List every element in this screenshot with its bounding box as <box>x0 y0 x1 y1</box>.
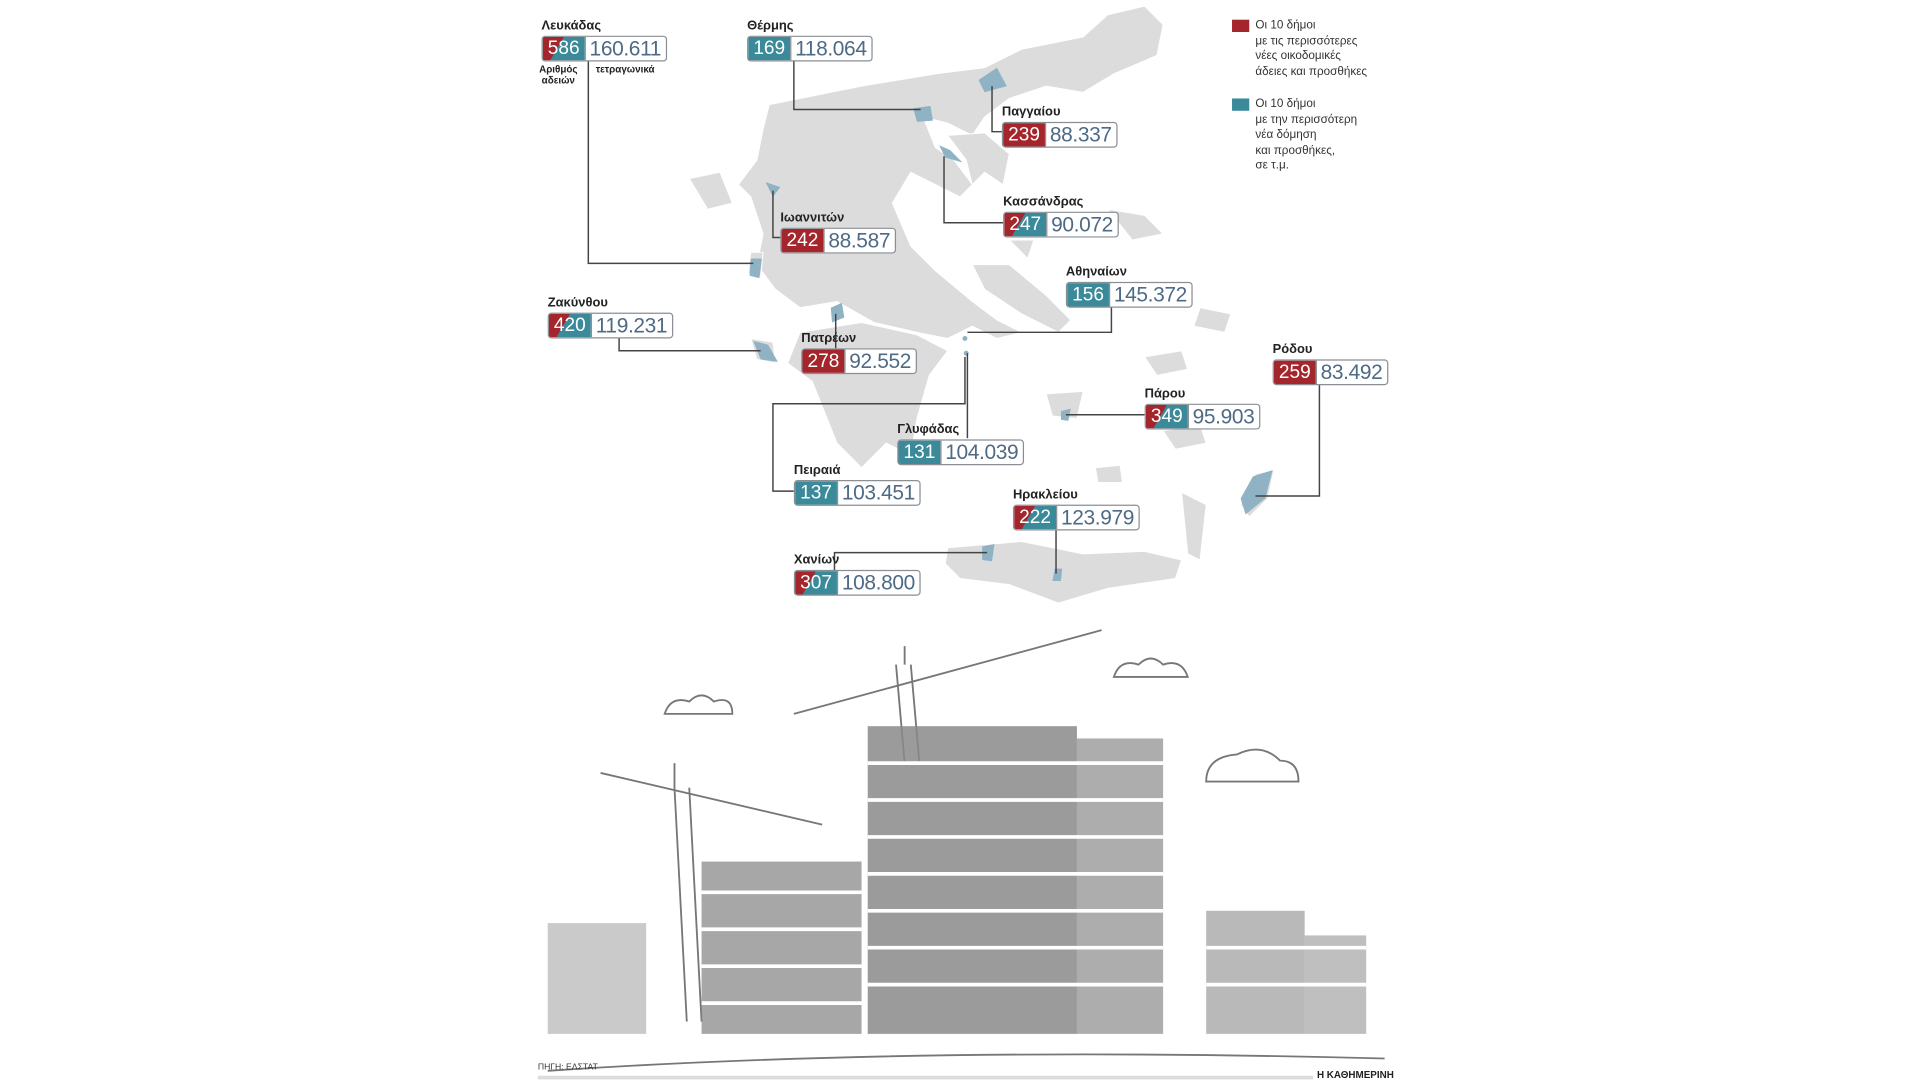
permits-count: 420 <box>549 314 591 337</box>
municipality-badge <box>794 570 921 596</box>
municipality-name: Ρόδου <box>1272 342 1313 357</box>
cloud-icon <box>1206 750 1298 782</box>
square-meters: 145.372 <box>1109 283 1192 306</box>
legend-area <box>1232 97 1357 174</box>
municipality-badge <box>548 313 674 339</box>
square-meters: 123.979 <box>1056 506 1139 529</box>
legend-text: Οι 10 δήμοι με την περισσότερη νέα δόμηση και προσθήκες, σε τ.μ. <box>1255 97 1358 173</box>
municipality-badge <box>1273 359 1389 385</box>
municipality-badge <box>1013 505 1140 531</box>
cloud-icon <box>1114 658 1188 676</box>
permits-count: 137 <box>795 481 837 504</box>
source-note: ΠΗΓΗ: ΕΛΣΤΑΤ <box>537 1063 598 1073</box>
permits-count: 239 <box>1003 123 1045 146</box>
permits-count: 131 <box>898 441 940 464</box>
municipality-badge <box>801 348 917 374</box>
square-meters: 119.231 <box>591 314 672 337</box>
municipality-badge <box>1066 282 1193 308</box>
municipality-name: Ηρακλείου <box>1012 487 1078 503</box>
permits-count: 349 <box>1146 405 1188 428</box>
municipality-badge <box>1002 122 1118 148</box>
permits-count: 242 <box>782 229 824 252</box>
municipality-name: Γλυφάδας <box>897 422 960 437</box>
municipality-name: Θέρμης <box>747 18 794 34</box>
permits-count: 156 <box>1067 283 1109 306</box>
key-label-area: τετραγωνικά <box>595 64 655 76</box>
square-meters: 118.064 <box>790 37 871 60</box>
square-meters: 83.492 <box>1316 361 1388 384</box>
municipality-badge <box>1003 212 1119 238</box>
municipality-name: Λευκάδας <box>541 18 602 34</box>
permits-count: 586 <box>543 37 585 60</box>
municipality-badge <box>897 439 1024 465</box>
municipality-badge <box>747 36 873 62</box>
permits-count: 169 <box>748 37 790 60</box>
square-meters: 104.039 <box>940 441 1023 464</box>
legend-swatch-teal <box>1232 98 1249 110</box>
footer-divider <box>538 1076 1313 1080</box>
cloud-icon <box>665 695 733 713</box>
permits-count: 259 <box>1274 361 1316 384</box>
legend-permits <box>1232 18 1367 80</box>
legend-text: Οι 10 δήμοι με τις περισσότερες νέες οικοδομικές άδειες και προσθήκες <box>1255 18 1368 79</box>
municipality-name: Πάρου <box>1144 386 1186 402</box>
municipality-name: Πατρέων <box>801 331 857 346</box>
permits-count: 222 <box>1014 506 1056 529</box>
square-meters: 88.587 <box>823 229 895 252</box>
municipality-badge <box>542 36 668 62</box>
municipality-name: Παγγαίου <box>1001 104 1061 120</box>
municipality-name: Πειραιά <box>793 462 841 478</box>
municipality-name: Αθηναίων <box>1065 264 1127 280</box>
ground-line <box>548 1054 1385 1070</box>
permits-count: 307 <box>795 571 837 594</box>
municipality-name: Χανίων <box>793 552 840 568</box>
square-meters: 103.451 <box>837 481 920 504</box>
municipality-badge <box>780 228 896 254</box>
square-meters: 88.337 <box>1045 123 1117 146</box>
municipality-badge <box>1145 404 1261 430</box>
square-meters: 160.611 <box>585 37 666 60</box>
municipality-name: Κασσάνδρας <box>1003 194 1084 210</box>
legend-swatch-red <box>1232 20 1249 32</box>
municipality-name: Ζακύνθου <box>547 295 608 311</box>
square-meters: 90.072 <box>1046 213 1118 236</box>
square-meters: 108.800 <box>837 571 920 594</box>
buildings <box>548 726 1366 1034</box>
square-meters: 95.903 <box>1188 405 1260 428</box>
square-meters: 92.552 <box>844 350 916 373</box>
permits-count: 278 <box>802 350 844 373</box>
key-label-permits: Αριθμός αδειών <box>539 64 578 87</box>
permits-count: 247 <box>1004 213 1046 236</box>
municipality-badge <box>794 480 921 506</box>
municipality-name: Ιωαννιτών <box>780 210 845 226</box>
brand-logo: Η ΚΑΘΗΜΕΡΙΝΗ <box>1316 1069 1394 1081</box>
